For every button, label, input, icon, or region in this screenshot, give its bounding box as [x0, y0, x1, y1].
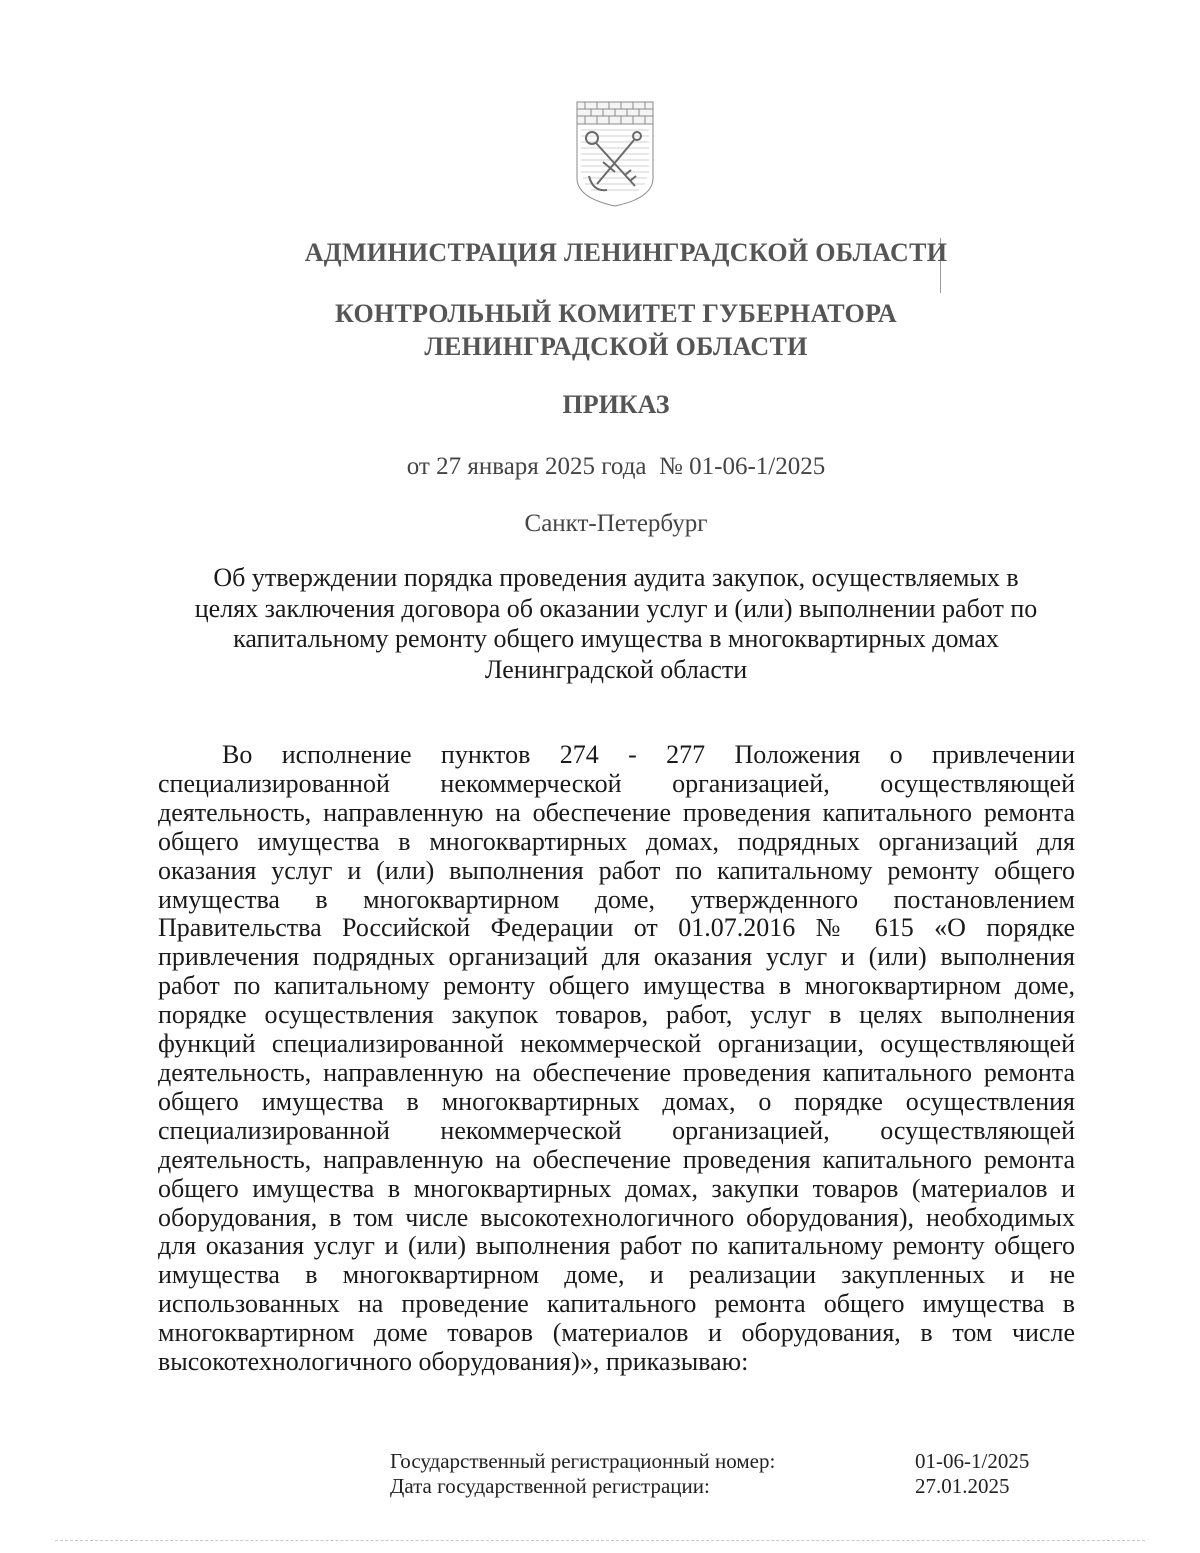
subject-line: Ленинградской области	[484, 654, 748, 684]
order-date-number: от 27 января 2025 года № 01-06-1/2025	[406, 453, 826, 480]
leningrad-oblast-coat-of-arms-icon	[575, 98, 655, 208]
registration-block	[390, 1449, 1050, 1499]
registration-date-value: 27.01.2025	[915, 1474, 1010, 1498]
registration-number-value: 01-06-1/2025	[915, 1449, 1030, 1473]
administration-title: АДМИНИСТРАЦИЯ ЛЕНИНГРАДСКОЙ ОБЛАСТИ	[304, 238, 948, 267]
body-paragraph: Во исполнение пунктов 274 - 277 Положения о привлечении специализированной некоммерческой организацией, осуществляющей деятельность, направленную на обеспечение проведения капитального ремонта общего имущества в многоквартирных домах, подрядных организаций для оказания услуг и (или) выполнения работ по капитальному ремонту общего имущества в многоквартирном доме, утвержденного постановлением Правительства Российской Федерации от 01.07.2016 № 615 «О порядке привлечения подрядных организаций для оказания услуг и (или) выполнения работ по капитальному ремонту общего имущества в многоквартирном доме, порядке осуществления закупок товаров, работ, услуг в целях выполнения функций специализированной некоммерческой организации, осуществляющей деятельность, направленную на обеспечение проведения капитального ремонта общего имущества в многоквартирных домах, о порядке осуществления специализированной некоммерческой организацией, осуществляющей деятельность, направленную на обеспечение проведения капитального ремонта общего имущества в многоквартирных домах, закупки товаров (материалов и оборудования, в том числе высокотехнологичного оборудования), необходимых для оказания услуг и (или) выполнения работ по капитальному ремонту общего имущества в многоквартирном доме, и реализации закупленных и не использованных на проведение капитального ремонта общего имущества в многоквартирном доме товаров (материалов и оборудования, в том числе высокотехнологичного оборудования)», приказываю:	[158, 740, 1075, 1377]
committee-title-line2: ЛЕНИНГРАДСКОЙ ОБЛАСТИ	[424, 332, 808, 361]
registration-number-row	[390, 1449, 1050, 1474]
registration-date-row	[390, 1474, 1050, 1499]
subject-line: Об утверждении порядка проведения аудита закупок, осуществляемых в	[213, 563, 1019, 592]
registration-number-label: Государственный регистрационный номер:	[390, 1449, 776, 1473]
registration-date-label: Дата государственной регистрации:	[390, 1474, 710, 1498]
order-city: Санкт-Петербург	[524, 510, 708, 537]
subject-line: капитальному ремонту общего имущества в многоквартирных домах	[233, 624, 999, 653]
committee-title-line1: КОНТРОЛЬНЫЙ КОМИТЕТ ГУБЕРНАТОРА	[334, 299, 897, 328]
document-type: ПРИКАЗ	[562, 390, 670, 419]
order-subject	[160, 563, 1072, 685]
subject-line: целях заключения договора об оказании услуг и (или) выполнении работ по	[194, 593, 1038, 623]
committee-title	[150, 297, 1082, 363]
scan-bottom-edge	[55, 1540, 1145, 1541]
